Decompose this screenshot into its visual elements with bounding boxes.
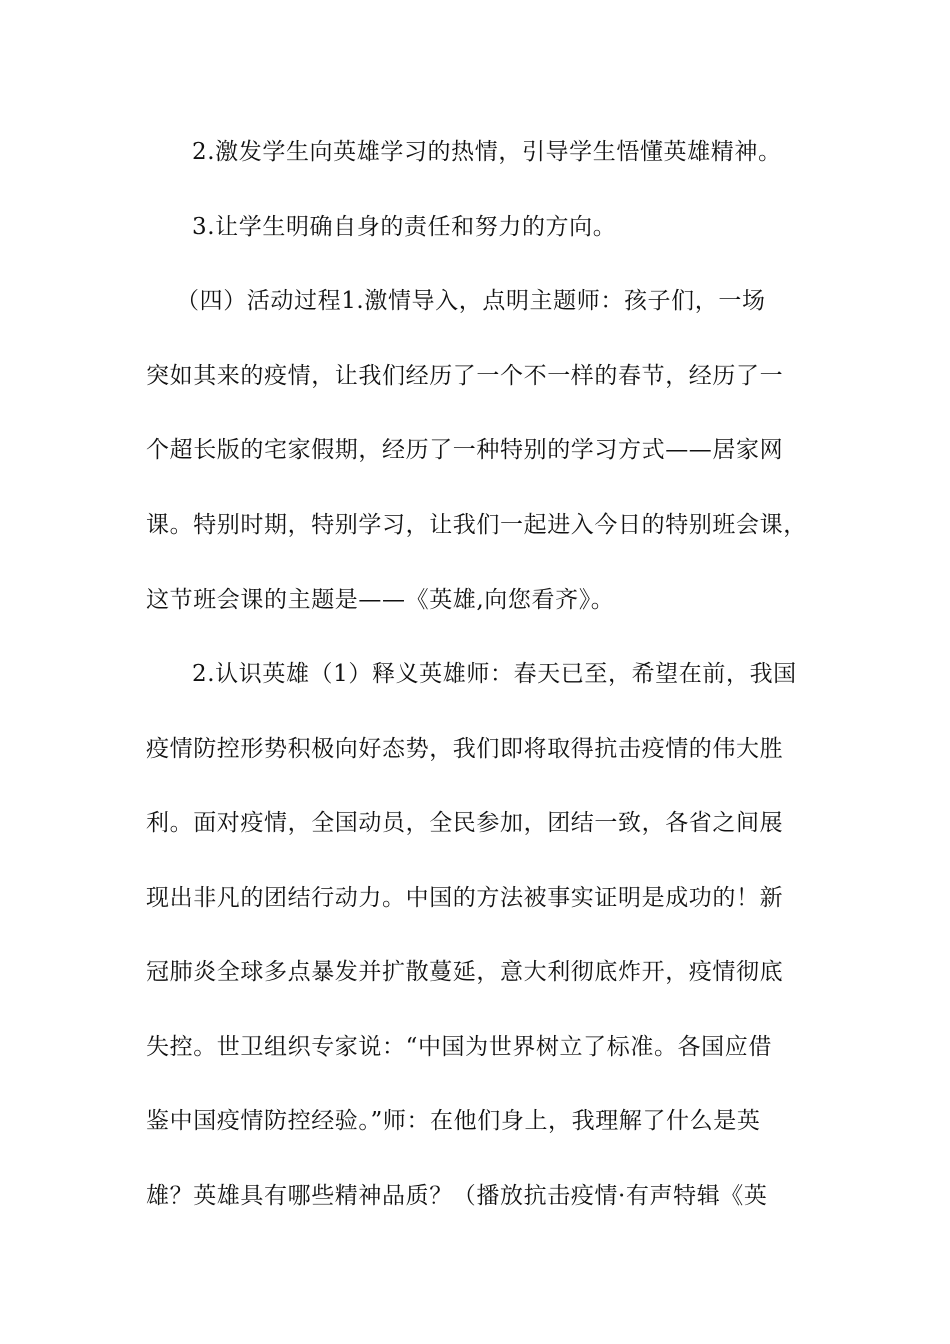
paragraph-line: 现出非凡的团结行动力。中国的方法被事实证明是成功的！新 (146, 885, 784, 911)
paragraph-line: 鉴中国疫情防控经验。”师：在他们身上，我理解了什么是英 (146, 1108, 761, 1134)
paragraph-line: 个超长版的宅家假期，经历了一种特别的学习方式——居家网 (146, 437, 784, 463)
paragraph-line: 雄？英雄具有哪些精神品质？（播放抗击疫情·有声特辑《英 (146, 1183, 768, 1209)
paragraph-line: 这节班会课的主题是——《英雄,向您看齐》。 (146, 587, 615, 613)
paragraph-line: 冠肺炎全球多点暴发并扩散蔓延，意大利彻底炸开，疫情彻底 (146, 959, 784, 985)
paragraph-line: 利。面对疫情，全国动员，全民参加，团结一致，各省之间展 (146, 810, 784, 836)
paragraph-line: （四）活动过程1.激情导入，点明主题师：孩子们，一场 (176, 288, 766, 314)
paragraph-line: 3.让学生明确自身的责任和努力的方向。 (192, 214, 617, 240)
paragraph-line: 突如其来的疫情，让我们经历了一个不一样的春节，经历了一 (146, 363, 784, 389)
paragraph-line: 2.认识英雄（1）释义英雄师：春天已至，希望在前，我国 (192, 661, 797, 687)
paragraph-line: 课。特别时期，特别学习，让我们一起进入今日的特别班会课， (146, 512, 807, 538)
paragraph-line: 疫情防控形势积极向好态势，我们即将取得抗击疫情的伟大胜 (146, 736, 784, 762)
paragraph-line: 失控。世卫组织专家说：“中国为世界树立了标准。各国应借 (146, 1034, 772, 1060)
paragraph-line: 2.激发学生向英雄学习的热情，引导学生悟懂英雄精神。 (192, 139, 782, 165)
